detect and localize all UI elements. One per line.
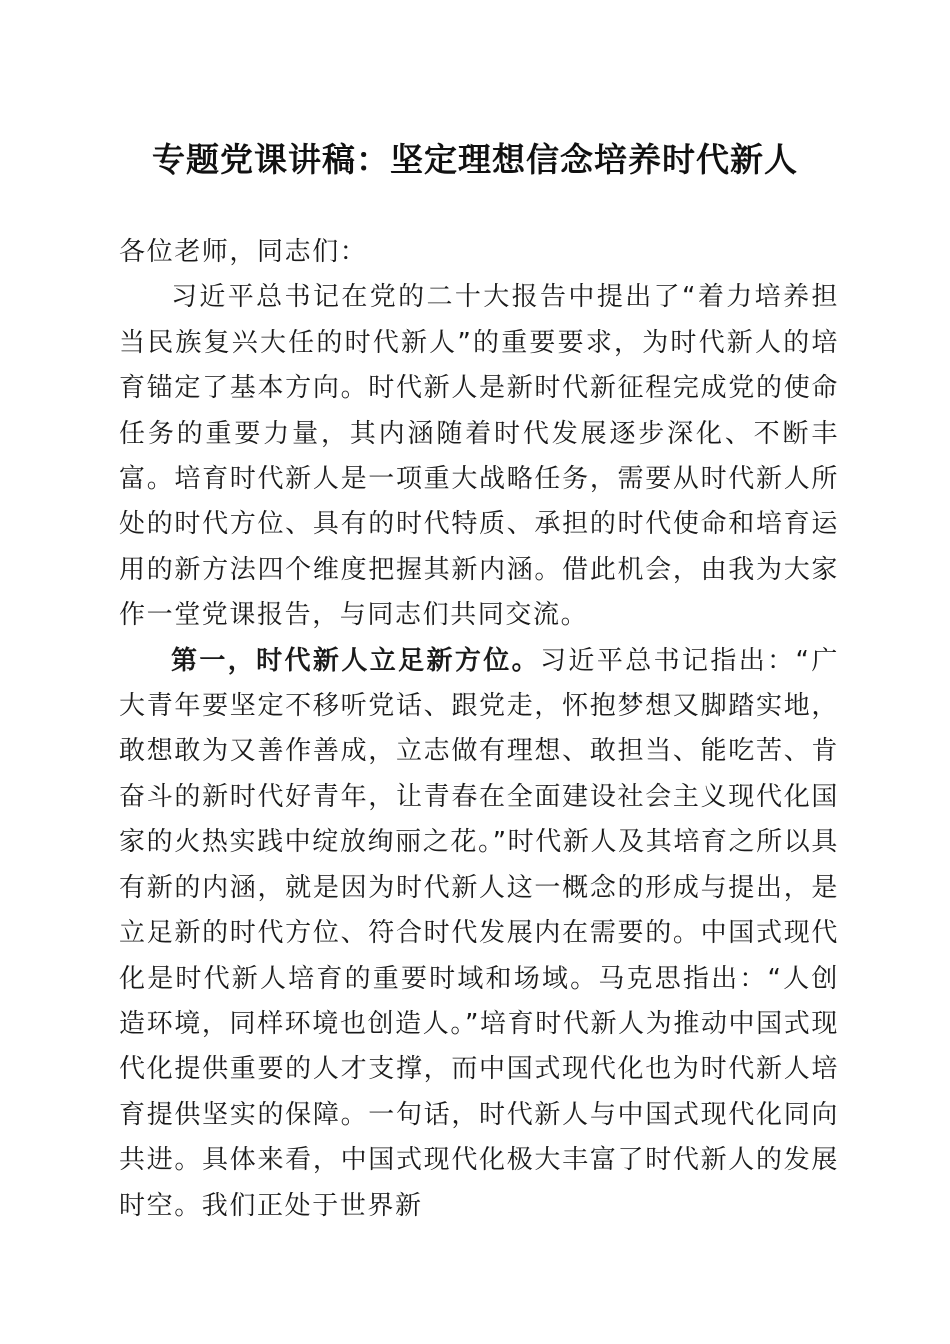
paragraph-intro (119, 275, 839, 638)
paragraph-section-one (119, 639, 839, 1229)
paragraph-text: 习近平总书记指出：“广大青年要坚定不移听党话、跟党走，怀抱梦想又脚踏实地，敢想敢为又善作善成，立志做有理想、敢担当、能吃苦、肯奋斗的新时代好青年，让青春在全面建设社会主义现代化国家的火热实践中绽放绚丽之花。”时代新人及其培育之所以具有新的内涵，就是因为时代新人这一概念的形成与提出，是立足新的时代方位、符合时代发展内在需要的。中国式现代化是时代新人培育的重要时域和场域。马克思指出：“人创造环境，同样环境也创造人。”培育时代新人为推动中国式现代化提供重要的人才支撑，而中国式现代化也为时代新人培育提供坚实的保障。一句话，时代新人与中国式现代化同向共进。具体来看，中国式现代化极大丰富了时代新人的发展时空。我们正处于世界新 (119, 645, 839, 1221)
section-heading: 第一，时代新人立足新方位。 (171, 645, 541, 676)
paragraph-text: 习近平总书记在党的二十大报告中提出了“着力培养担当民族复兴大任的时代新人”的重要要求，为时代新人的培育锚定了基本方向。时代新人是新时代新征程完成党的使命任务的重要力量，其内涵随着时代发展逐步深化、不断丰富。培育时代新人是一项重大战略任务，需要从时代新人所处的时代方位、具有的时代特质、承担的时代使命和培育运用的新方法四个维度把握其新内涵。借此机会，由我为大家作一堂党课报告，与同志们共同交流。 (119, 282, 839, 631)
document-body (119, 230, 839, 1229)
salutation: 各位老师，同志们： (119, 237, 368, 267)
document-title: 专题党课讲稿：坚定理想信念培养时代新人 (152, 140, 798, 179)
